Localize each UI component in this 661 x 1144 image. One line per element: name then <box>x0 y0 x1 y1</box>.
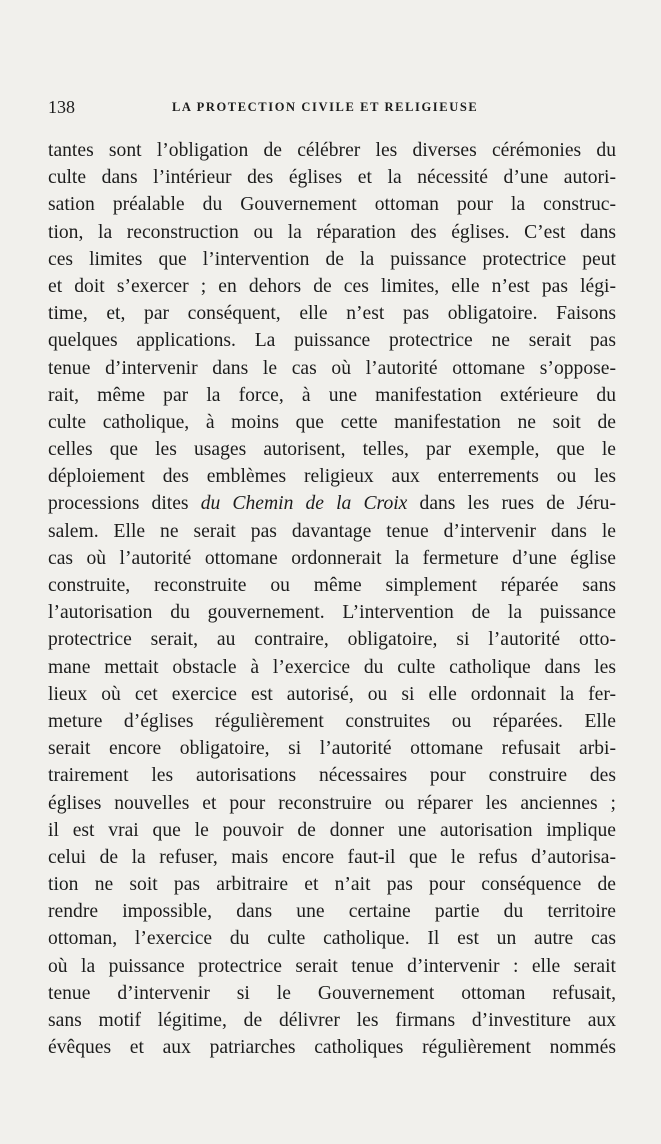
text-line <box>48 681 616 708</box>
page-number: 138 <box>48 97 75 117</box>
text-line <box>48 490 616 517</box>
text-line <box>48 327 616 354</box>
text-segment: tenue d’intervenir dans le cas où l’autorité ottomane s’oppose- <box>48 357 616 379</box>
text-segment: celui de la refuser, mais encore faut-il que le refus d’autorisa- <box>48 846 616 868</box>
text-segment: time, et, par conséquent, elle n’est pas obligatoire. Faisons <box>48 303 616 325</box>
text-segment: où la puissance protectrice serait tenue d’intervenir : elle serait <box>48 955 616 977</box>
text-line <box>48 463 616 490</box>
text-line <box>48 572 616 599</box>
text-line <box>48 164 616 191</box>
text-line <box>48 844 616 871</box>
text-line <box>48 898 616 925</box>
text-segment: protectrice serait, au contraire, obligatoire, si l’autorité otto- <box>48 629 616 651</box>
text-line <box>48 545 616 572</box>
text-segment: et doit s’exercer ; en dehors de ces limites, elle n’est pas légi- <box>48 275 616 297</box>
text-line <box>48 436 616 463</box>
text-segment: églises nouvelles et pour reconstruire ou réparer les anciennes ; <box>48 792 616 814</box>
text-segment: sation préalable du Gouvernement ottoman pour la construc- <box>48 194 616 216</box>
text-line <box>48 1007 616 1034</box>
text-segment: trairement les autorisations nécessaires pour construire des <box>48 765 616 787</box>
text-line <box>48 871 616 898</box>
text-segment: ottoman, l’exercice du culte catholique. Il est un autre cas <box>48 928 616 950</box>
text-line <box>48 708 616 735</box>
text-segment: celles que les usages autorisent, telles, par exemple, que le <box>48 439 616 461</box>
book-page <box>48 97 616 1061</box>
text-segment: culte catholique, à moins que cette manifestation ne soit de <box>48 411 616 433</box>
text-line <box>48 953 616 980</box>
italic-title: du Chemin de la Croix <box>200 493 408 515</box>
text-segment: quelques applications. La puissance protectrice ne serait pas <box>48 330 616 352</box>
text-line <box>48 790 616 817</box>
text-line <box>48 300 616 327</box>
text-segment: mane mettait obstacle à l’exercice du culte catholique dans les <box>48 656 616 678</box>
text-segment: sans motif légitime, de délivrer les firmans d’investiture aux <box>48 1010 616 1031</box>
text-line <box>48 273 616 300</box>
text-segment: construite, reconstruite ou même simplement réparée sans <box>48 575 616 596</box>
text-segment: meture d’églises régulièrement construites ou réparées. Elle <box>48 710 616 732</box>
text-line <box>48 654 616 681</box>
text-segment: cas où l’autorité ottomane ordonnerait la fermeture d’une église <box>48 547 616 569</box>
text-segment: processions dites <box>48 493 201 515</box>
text-line <box>48 599 616 626</box>
text-line <box>48 219 616 246</box>
text-segment: culte dans l’intérieur des églises et la nécessité d’une autori- <box>48 167 616 189</box>
text-segment: tion, la reconstruction ou la réparation des églises. C’est dans <box>48 221 616 243</box>
text-line <box>48 518 616 545</box>
text-segment: tantes sont l’obligation de célébrer les diverses cérémonies du <box>48 140 616 161</box>
running-head <box>48 97 616 123</box>
text-segment: salem. Elle ne serait pas davantage tenue d’intervenir dans le <box>48 520 616 542</box>
text-line <box>48 355 616 382</box>
text-segment: dans les rues de Jéru- <box>407 493 616 515</box>
text-line <box>48 626 616 653</box>
text-segment: ces limites que l’intervention de la puissance protectrice peut <box>48 248 616 270</box>
text-segment: l’autorisation du gouvernement. L’intervention de la puissance <box>48 602 616 624</box>
text-line <box>48 735 616 762</box>
text-line <box>48 382 616 409</box>
text-line <box>48 1034 616 1061</box>
text-line <box>48 137 616 164</box>
text-segment: il est vrai que le pouvoir de donner une autorisation implique <box>48 819 616 841</box>
text-line <box>48 246 616 273</box>
text-segment: serait encore obligatoire, si l’autorité ottomane refusait arbi- <box>48 738 616 760</box>
text-segment: rendre impossible, dans une certaine partie du territoire <box>48 901 616 923</box>
text-segment: tion ne soit pas arbitraire et n’ait pas pour conséquence de <box>48 874 616 896</box>
text-line <box>48 925 616 952</box>
text-line <box>48 817 616 844</box>
text-segment: rait, même par la force, à une manifestation extérieure du <box>48 384 616 406</box>
text-line <box>48 980 616 1007</box>
text-segment: tenue d’intervenir si le Gouvernement ottoman refusait, <box>48 982 616 1004</box>
text-segment: lieux où cet exercice est autorisé, ou si elle ordonnait la fer- <box>48 683 616 705</box>
text-line <box>48 191 616 218</box>
running-title: LA PROTECTION CIVILE ET RELIGIEUSE <box>172 100 479 114</box>
text-segment: évêques et aux patriarches catholiques régulièrement nommés <box>48 1037 616 1059</box>
body-text <box>48 137 616 1061</box>
text-segment: déploiement des emblèmes religieux aux enterrements ou les <box>48 466 616 488</box>
text-line <box>48 409 616 436</box>
text-line <box>48 762 616 789</box>
